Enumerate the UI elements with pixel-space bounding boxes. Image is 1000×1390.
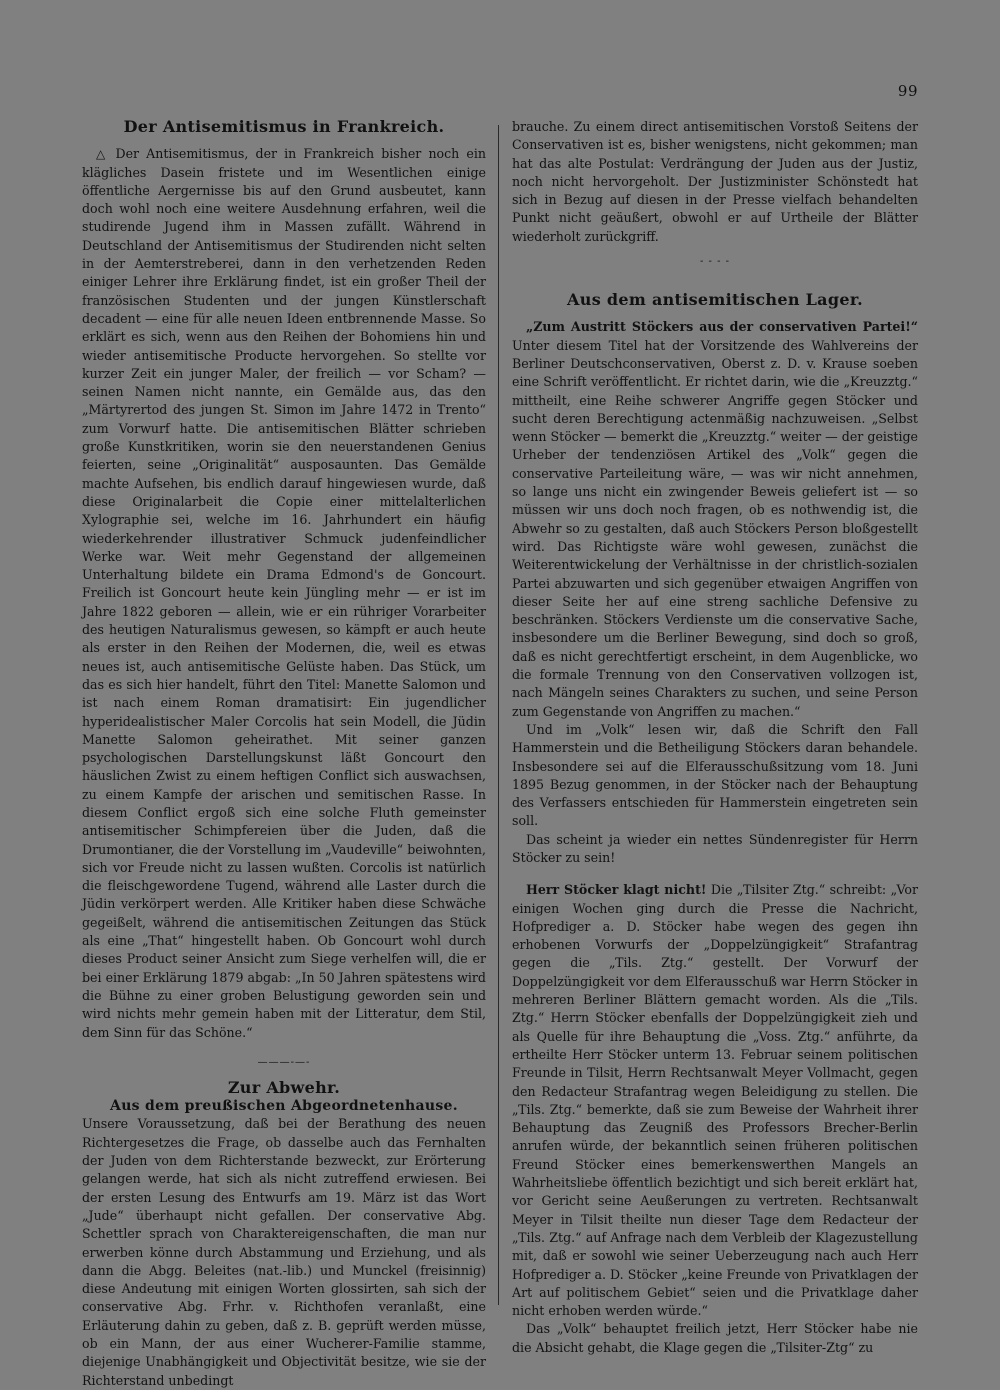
- column-divider: [498, 125, 499, 1305]
- section-heading-abwehr: Zur Abwehr.: [227, 1077, 341, 1097]
- page-number: 99: [897, 82, 918, 100]
- article-stoecker-klagt-nicht: [512, 881, 918, 1320]
- section-separator: ———-—-: [257, 1056, 311, 1068]
- article-heading-abgeordnetenhaus: Aus dem preußischen Abgeordnetenhause.: [110, 1098, 458, 1115]
- lead-stoecker-klagt-nicht: Herr Stöcker klagt nicht!: [526, 882, 707, 898]
- paragraph-volk-schrift: Und im „Volk“ lesen wir, daß die Schrift den Fall Hammerstein und die Betheiligung Stöckers daran behandele. Insbesondere sei auf die Elferausschußsitzung vom 18. Juni 1895 Bezug genommen, in der Stöcker nach der Behauptung des Verfassers entschieden für Hammerstein eingetreten sein soll.: [512, 721, 918, 829]
- triangle-marker: △: [96, 147, 109, 162]
- article-abgeordnetenhaus-continued: brauche. Zu einem direct antisemitischen Vorstoß Seitens der Conservativen ist es, bisher wenigstens, nicht gekommen; man hat das alte Postulat: Verdrängung der Juden aus der Justiz, noch nicht hervorgeholt. Der Justizminister Schönstedt hat sich in Bezug auf diesen in der Presse vielfach behandelten Punkt nicht geäußert, obwohl er auf Urtheile der Blätter wiederholt zurückgriff.: [512, 119, 918, 244]
- article-heading-antisemitismus-frankreich: Der Antisemitismus in Frankreich.: [123, 117, 445, 136]
- paragraph-volk-behauptet: Das „Volk“ behauptet freilich jetzt, Herr Stöcker habe nie die Absicht gehabt, die Klage gegen die „Tilsiter-Ztg“ zu: [512, 1321, 918, 1355]
- article-body: Der Antisemitismus, der in Frankreich bisher noch ein klägliches Dasein fristete und im Wesentlichen einige öffentliche Aergernisse bis auf den Grund ausbeutet, kann doch wohl noch eine weitere Ausdehnung erfahren, weil die studirende Jugend ihm in Massen zufällt. Während in Deutschland der Antisemitismus der Studirenden nicht selten in der Aemterstreberei, dann in den verhetzenden Reden einiger Lehrer ihre Erklärung findet, ist ein großer Theil der französischen Studenten und der jungen Künstlerschaft decadent — eine für alle neuen Ideen entbrennende Masse. So erklärt es sich, wenn aus den Reihen der Bohomiens hin und wieder antisemitische Producte hervorgehen. So stellte vor kurzer Zeit ein junger Maler, der freilich — vor Scham? — seinen Namen nicht nannte, ein Gemälde aus, das den „Märtyrertod des jungen St. Simon im Jahre 1472 in Trento“ zum Vorwurf hatte. Die antisemitischen Blätter schrieben große Kunstkritiken, worin sie den neuerstandenen Genius feierten, seine „Originalität“ ausposaunten. Das Gemälde machte Aufsehen, bis endlich darauf hingewiesen wurde, daß diese Originalarbeit die Copie einer mittelalterlichen Xylographie sei, welche im 16. Jahrhundert ein häufig wiederkehrender illustrativer Schmuck judenfeindlicher Werke war. Weit mehr Gegenstand der allgemeinen Unterhaltung bildete ein Drama Edmond's de Goncourt. Freilich ist Goncourt heute kein Jüngling mehr — er ist im Jahre 1822 geboren — allein, wie er ein rühriger Vorarbeiter des heutigen Naturalismus gewesen, so kämpft er auch heute als erster in den Reihen der Modernen, die, weil es etwas neues ist, auch antisemitische Gelüste haben. Das Stück, um das es sich hier handelt, führt den Titel: Manette Salomon und ist nach einem Roman dramatisirt: Ein jugendlicher hyperidealistischer Maler Corcolis hat sein Modell, die Jüdin Manette Salomon geheirathet. Mit seiner ganzen psychologischen Darstellungskunst läßt Goncourt den häuslichen Zwist zu einem heftigen Conflict sich auswachsen, zu einem Kampfe der arischen und semitischen Rasse. In diesem Conflict ergoß sich eine solche Fluth gemeinster antisemitischer Schimpfereien über die Juden, daß die Drumontianer, die der Vorstellung im „Vaudeville“ beiwohnten, sich vor Freude nicht zu lassen wußten. Corcolis ist natürlich die fleischgewordene Tugend, während alle Laster durch die Jüdin verkörpert werden. Alle Kritiker haben diese Schwäche gegeißelt, während die antisemitischen Zeitungen das Stück als eine „That“ hingestellt haben. Ob Goncourt wohl durch dieses Product seiner Ansicht zum Siege verhelfen will, die er bei einer Erklärung 1879 abgab: „In 50 Jahren spätestens wird die Bühne zu einer groben Belustigung geworden sein und wird nichts mehr gemein haben mit der Litteratur, dem Stil, dem Sinn für das Schöne.“: [82, 146, 486, 1040]
- article-body: Die „Tilsiter Ztg.“ schreibt: „Vor einigen Wochen ging durch die Presse die Nachricht, Hofprediger a. D. Stöcker habe wegen des gegen ihn erhobenen Vorwurfs der „Doppelzüngigkeit“ Strafantrag gegen die „Tils. Ztg.“ gestellt. Der Vorwurf der Doppelzüngigkeit vor dem Elferausschuß war Herrn Stöcker in mehreren Berliner Blättern gemacht worden. Als die „Tils. Ztg.“ Herrn Stöcker ebenfalls der Doppelzüngigkeit zieh und als Quelle für ihre Behauptung die „Voss. Ztg.“ anführte, da ertheilte Herr Stöcker unterm 13. Februar seinem politischen Freunde in Tilsit, Herrn Rechtsanwalt Meyer Vollmacht, gegen den Redacteur Strafantrag wegen Beleidigung zu stellen. Die „Tils. Ztg.“ bemerkte, daß sie zum Beweise der Wahrheit ihrer Behauptung das Zeugniß des Professors Brecher-Berlin anrufen würde, der bekanntlich seinen früheren politischen Freund Stöcker eines bemerkenswerthen Mangels an Wahrheitsliebe öffentlich bezichtigt und sich bereit erklärt hat, vor Gericht seine Aeußerungen zu vertreten. Rechtsanwalt Meyer in Tilsit theilte nun dieser Tage dem Redacteur der „Tils. Ztg.“ auf Anfrage nach dem Verbleib der Klagezustellung mit, daß er sowohl wie seiner Ueberzeugung nach auch Herr Hofprediger a. D. Stöcker „keine Freunde von Privatklagen der Art auf politischem Gebiet“ seien und die Privatklage daher nicht erhoben werden würde.“: [512, 882, 918, 1319]
- article-abgeordnetenhaus: Unsere Voraussetzung, daß bei der Berathung des neuen Richtergesetzes die Frage, ob dasselbe auch das Fernhalten der Juden von dem Richterstande bezweckt, zur Erörterung gelangen werde, hat sich als nicht zutreffend erwiesen. Bei der ersten Lesung des Entwurfs am 19. März ist das Wort „Jude“ überhaupt nicht gefallen. Der conservative Abg. Schettler sprach von Charaktereigenschaften, die man nur erwerben könne durch Abstammung und Erziehung, und als dann die Abgg. Beleites (nat.-lib.) und Munckel (freisinnig) diese Andeutung mit einigen Worten glossirten, sah sich der conservative Abg. Frhr. v. Richthofen veranlaßt, eine Erläuterung dahin zu geben, daß z. B. geprüft werden müsse, ob ein Mann, der aus einer Wucherer-Familie stamme, diejenige Unabhängigkeit und Objectivität besitze, wie sie der Richterstand unbedingt: [82, 1116, 486, 1388]
- article-antisemitismus-frankreich: [82, 145, 486, 1042]
- article-body: Unter diesem Titel hat der Vorsitzende des Wahlvereins der Berliner Deutschconservativen, Oberst z. D. v. Krause soeben eine Schrift veröffentlicht. Er richtet darin, wie die „Kreuzztg.“ mittheilt, eine Reihe schwerer Angriffe gegen Stöcker und sucht deren Berechtigung actenmäßig nachzuweisen. „Selbst wenn Stöcker — bemerkt die „Kreuzztg.“ weiter — der geistige Urheber der tendenziösen Artikel des „Volk“ gegen die conservative Parteileitung wäre, — was wir nicht annehmen, so lange uns nicht ein zwingender Beweis geliefert ist — so müssen wir uns doch noch fragen, ob es nothwendig ist, die Abwehr so zu gestalten, daß auch Stöckers Person bloßgestellt wird. Das Richtigste wäre wohl gewesen, zunächst die Weiterentwickelung der Verhältnisse in der christlich-sozialen Partei abzuwarten und sich gegenüber etwaigen Angriffen von dieser Seite her auf eine streng sachliche Defensive zu beschränken. Stöckers Verdienste um die conservative Sache, insbesondere um die Berliner Bewegung, sind doch so groß, daß es nicht gerechtfertigt erscheint, in dem Augenblicke, wo die formale Trennung von den Conservativen vollzogen ist, nach Mängeln seines Charakters zu suchen, und seine Person zum Gegenstande von Angriffen zu machen.“: [512, 337, 918, 719]
- lead-austritt-stoecker: „Zum Austritt Stöckers aus der conservativen Partei!“: [526, 319, 918, 335]
- paragraph-suendenregister: Das scheint ja wieder ein nettes Sündenregister für Herrn Stöcker zu sein!: [512, 831, 918, 865]
- article-austritt-stoecker: [512, 318, 918, 721]
- right-column: [512, 118, 918, 1357]
- section-separator: - - - -: [699, 256, 731, 268]
- section-heading-antisemitischen-lager: Aus dem antisemitischen Lager.: [567, 290, 863, 310]
- left-column: [82, 118, 486, 1390]
